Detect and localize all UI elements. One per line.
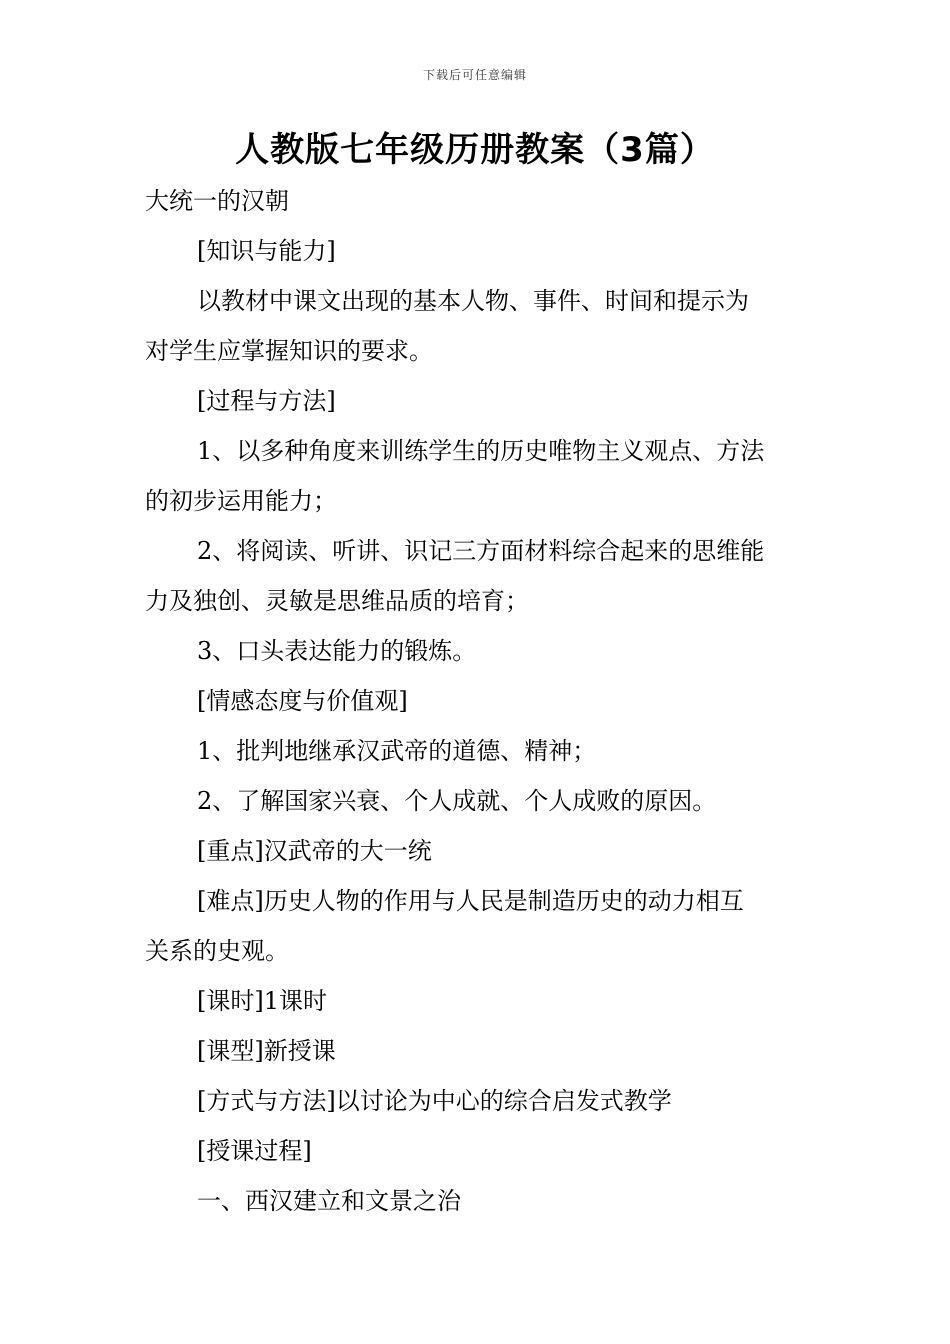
- paragraph-line: 一、西汉建立和文景之治: [197, 1187, 461, 1215]
- paragraph-line: 力及独创、灵敏是思维品质的培育；: [145, 587, 529, 615]
- paragraph-line: 1、批判地继承汉武帝的道德、精神；: [197, 737, 597, 765]
- paragraph-line: [情感态度与价值观]: [197, 687, 408, 715]
- paragraph-line: [知识与能力]: [197, 237, 336, 265]
- paragraph-line: [重点]汉武帝的大一统: [197, 837, 432, 865]
- paragraph-line: 以教材中课文出现的基本人物、事件、时间和提示为: [197, 287, 749, 315]
- section-heading: 大统一的汉朝: [145, 187, 289, 215]
- paragraph-line: [课型]新授课: [197, 1037, 336, 1065]
- paragraph-line: [难点]历史人物的作用与人民是制造历史的动力相互: [197, 887, 744, 915]
- paragraph-line: 1、以多种角度来训练学生的历史唯物主义观点、方法: [197, 437, 765, 465]
- paragraph-line: 3、口头表达能力的锻炼。: [197, 637, 477, 665]
- document-title: 人教版七年级历册教案（3篇）: [235, 130, 715, 170]
- paragraph-line: 的初步运用能力；: [145, 487, 337, 515]
- paragraph-line: 关系的史观。: [145, 937, 289, 965]
- paragraph-line: 对学生应掌握知识的要求。: [145, 337, 433, 365]
- paragraph-line: [过程与方法]: [197, 387, 336, 415]
- paragraph-line: [方式与方法]以讨论为中心的综合启发式教学: [197, 1087, 672, 1115]
- header-note: 下载后可任意编辑: [422, 68, 527, 82]
- paragraph-line: 2、将阅读、听讲、识记三方面材料综合起来的思维能: [197, 537, 765, 565]
- paragraph-line: [课时]1课时: [197, 987, 327, 1015]
- document-body: [145, 176, 810, 1226]
- paragraph-line: [授课过程]: [197, 1137, 312, 1165]
- paragraph-line: 2、了解国家兴衰、个人成就、个人成败的原因。: [197, 787, 717, 815]
